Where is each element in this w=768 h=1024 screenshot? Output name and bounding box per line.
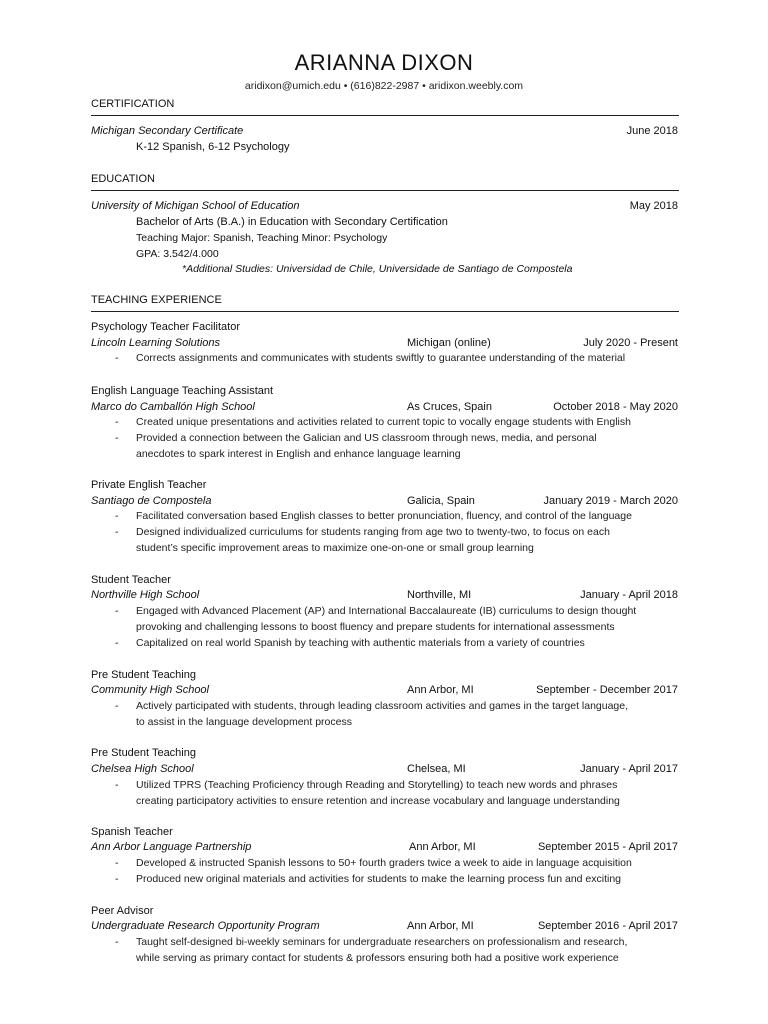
job-org: Undergraduate Research Opportunity Program [91, 920, 320, 932]
job-dates: September - December 2017 [536, 684, 678, 696]
job-org: Northville High School [91, 589, 200, 601]
job-bullet: Provided a connection between the Galician and US classroom through news, media, and personal [136, 432, 597, 444]
job-bullet: Created unique presentations and activities related to current topic to vocally engage students with English [136, 416, 631, 428]
job-location: Ann Arbor, MI [407, 920, 474, 932]
job-title: Pre Student Teaching [91, 747, 196, 759]
bullet-dash: - [115, 510, 119, 522]
education-school: University of Michigan School of Education [91, 200, 300, 212]
job-org: Ann Arbor Language Partnership [91, 841, 252, 853]
section-heading-education: EDUCATION [91, 173, 679, 191]
education-major: Teaching Major: Spanish, Teaching Minor: Psychology [136, 232, 388, 244]
job-location: Ann Arbor, MI [409, 841, 476, 853]
education-degree: Bachelor of Arts (B.A.) in Education with Secondary Certification [136, 216, 448, 228]
job-bullet-continued: student’s specific improvement areas to maximize one-on-one or small group learning [136, 542, 534, 554]
education-additional: *Additional Studies: Universidad de Chile, Universidade de Santiago de Compostela [182, 263, 573, 275]
resume-name: ARIANNA DIXON [294, 50, 474, 75]
job-bullet: Developed & instructed Spanish lessons to 50+ fourth graders twice a week to aide in language acquisition [136, 857, 632, 869]
job-location: Galicia, Spain [407, 495, 475, 507]
job-bullet: Capitalized on real world Spanish by teaching with authentic materials from a variety of countries [136, 637, 585, 649]
job-org: Chelsea High School [91, 763, 194, 775]
job-bullet: Facilitated conversation based English classes to better pronunciation, fluency, and control of the language [136, 510, 632, 522]
bullet-dash: - [115, 526, 119, 538]
section-heading-certification: CERTIFICATION [91, 98, 679, 116]
job-dates: July 2020 - Present [583, 337, 678, 349]
job-dates: September 2015 - April 2017 [537, 841, 678, 853]
job-title: Psychology Teacher Facilitator [91, 321, 240, 333]
job-location: Michigan (online) [407, 337, 491, 349]
bullet-dash: - [115, 936, 119, 948]
job-org: Santiago de Compostela [91, 495, 212, 507]
job-title: Peer Advisor [91, 905, 154, 917]
job-bullet: Utilized TPRS (Teaching Proficiency through Reading and Storytelling) to teach new words and phrases [136, 779, 618, 791]
bullet-dash: - [115, 352, 119, 364]
job-org: Community High School [91, 684, 209, 696]
job-dates: September 2016 - April 2017 [537, 920, 678, 932]
job-bullet: Engaged with Advanced Placement (AP) and International Baccalaureate (IB) curriculums to design thought [136, 605, 637, 617]
certificate-date: June 2018 [626, 125, 678, 137]
bullet-dash: - [115, 416, 119, 428]
bullet-dash: - [115, 605, 119, 617]
job-title: English Language Teaching Assistant [91, 385, 274, 397]
job-title: Student Teacher [91, 574, 171, 586]
job-bullet-continued: while serving as primary contact for students & professors ensuring both had a positive work experience [136, 952, 619, 964]
job-bullet: Actively participated with students, through leading classroom activities and games in the target language, [136, 700, 629, 712]
job-bullet-continued: provoking and challenging lessons to boost fluency and prepare students for international assessments [136, 621, 615, 633]
job-title: Pre Student Teaching [91, 669, 196, 681]
job-dates: January - April 2017 [580, 763, 678, 775]
contact-line: aridixon@umich.edu • (616)822-2987 • aridixon.weebly.com [244, 80, 524, 92]
section-heading-experience: TEACHING EXPERIENCE [91, 294, 679, 312]
bullet-dash: - [115, 857, 119, 869]
job-bullet-continued: to assist in the language development process [136, 716, 352, 728]
job-location: As Cruces, Spain [407, 401, 492, 413]
job-org: Marco do Camballón High School [91, 401, 255, 413]
job-bullet: Produced new original materials and activities for students to make the learning process fun and exciting [136, 873, 622, 885]
job-dates: January 2019 - March 2020 [543, 495, 678, 507]
bullet-dash: - [115, 432, 119, 444]
education-date: May 2018 [629, 200, 678, 212]
job-bullet-continued: anecdotes to spark interest in English and enhance language learning [136, 448, 461, 460]
job-title: Spanish Teacher [91, 826, 173, 838]
job-location: Northville, MI [407, 589, 472, 601]
bullet-dash: - [115, 779, 119, 791]
job-location: Chelsea, MI [407, 763, 466, 775]
certificate-detail: K-12 Spanish, 6-12 Psychology [136, 141, 290, 153]
job-bullet: Taught self-designed bi-weekly seminars for undergraduate researchers on professionalism and research, [136, 936, 628, 948]
bullet-dash: - [115, 700, 119, 712]
job-org: Lincoln Learning Solutions [91, 337, 221, 349]
certificate-title: Michigan Secondary Certificate [91, 125, 244, 137]
job-bullet-continued: creating participatory activities to ensure retention and increase vocabulary and language understanding [136, 795, 620, 807]
job-bullet: Corrects assignments and communicates with students swiftly to guarantee understanding of the material [136, 352, 626, 364]
job-dates: January - April 2018 [580, 589, 678, 601]
bullet-dash: - [115, 637, 119, 649]
job-location: Ann Arbor, MI [407, 684, 474, 696]
job-title: Private English Teacher [91, 479, 207, 491]
job-dates: October 2018 - May 2020 [553, 401, 678, 413]
job-bullet: Designed individualized curriculums for students ranging from age two to twenty-two, to focus on each [136, 526, 610, 538]
education-gpa: GPA: 3.542/4.000 [136, 248, 219, 260]
bullet-dash: - [115, 873, 119, 885]
